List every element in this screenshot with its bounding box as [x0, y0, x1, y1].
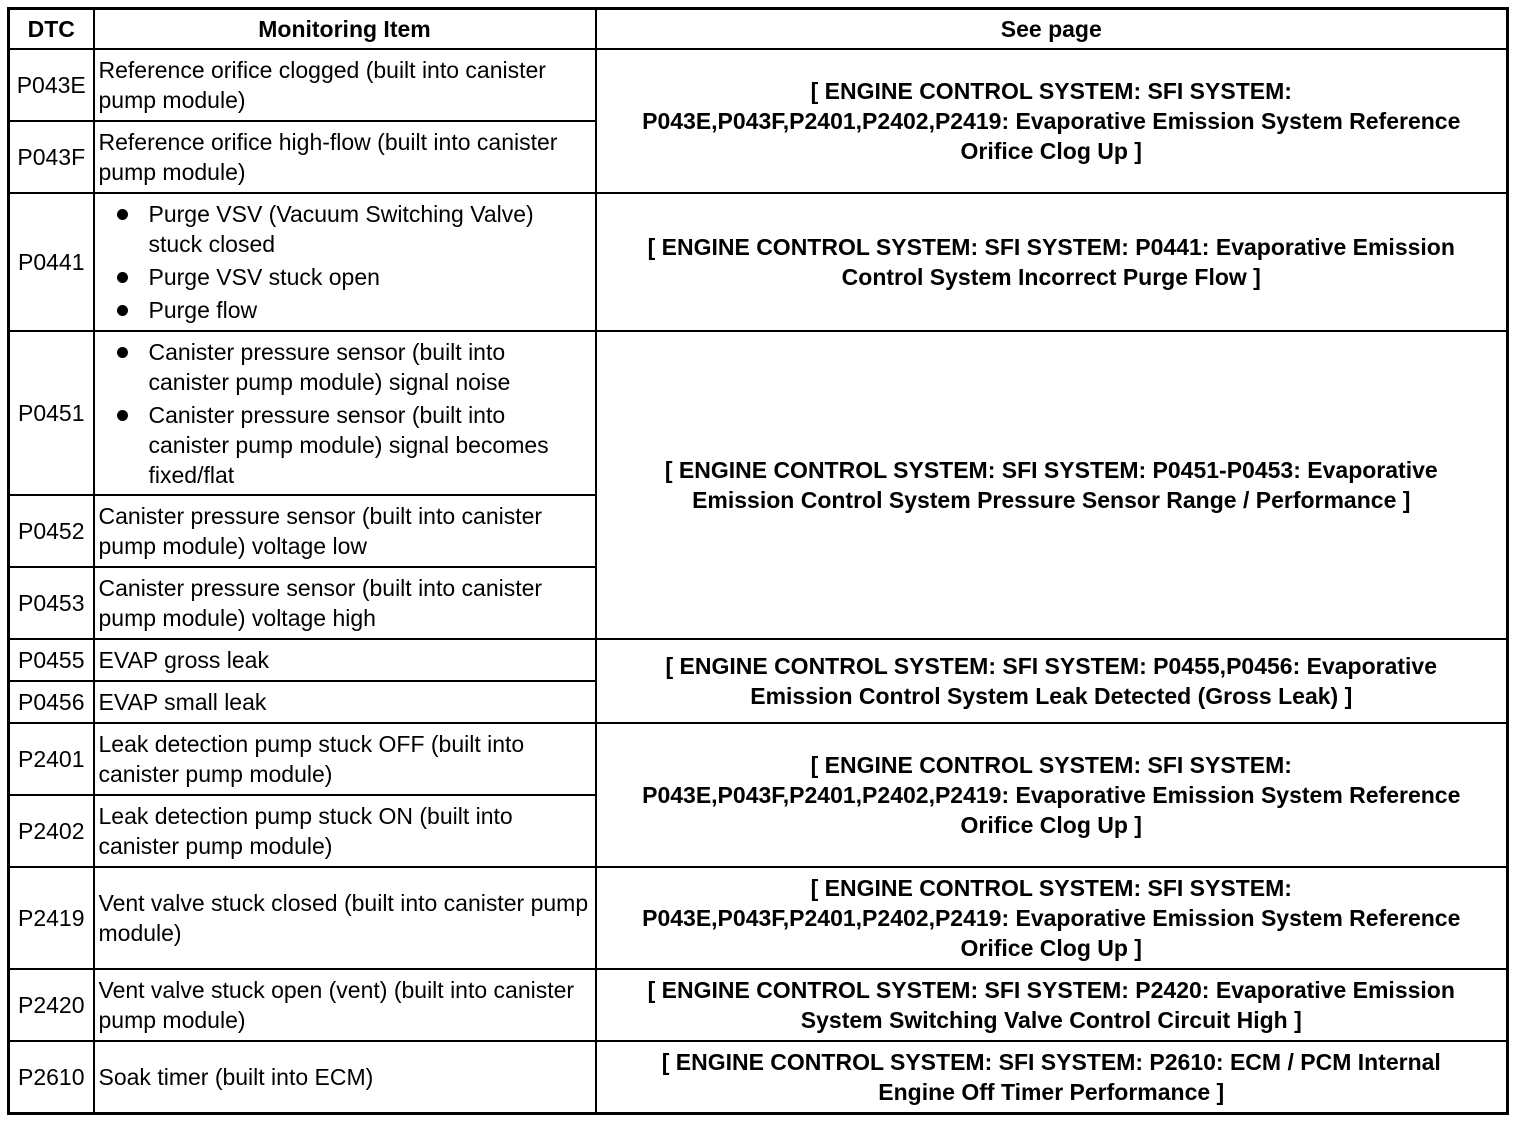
ref-line: [ ENGINE CONTROL SYSTEM: SFI SYSTEM: P0455,P0456: Evaporative	[665, 653, 1438, 679]
monitoring-item	[94, 193, 596, 331]
dtc-code: P0455	[9, 639, 94, 681]
ref-line: P043E,P043F,P2401,P2402,P2419: Evaporative Emission System Reference	[642, 905, 1461, 931]
ref-line: Control System Incorrect Purge Flow ]	[841, 264, 1261, 290]
bullet-list	[99, 337, 591, 490]
see-page-ref	[596, 867, 1508, 969]
see-page-ref	[596, 639, 1508, 723]
bullet-item: Canister pressure sensor (built into canister pump module) signal noise	[99, 337, 591, 397]
bullet-item: Purge VSV stuck open	[99, 262, 591, 292]
ref-line: P043E,P043F,P2401,P2402,P2419: Evaporative Emission System Reference	[642, 108, 1461, 134]
table-row	[9, 867, 1508, 969]
dtc-code: P043F	[9, 121, 94, 193]
monitoring-item: Vent valve stuck open (vent) (built into canister pump module)	[94, 969, 596, 1041]
table-row	[9, 193, 1508, 331]
ref-line: Orifice Clog Up ]	[960, 812, 1142, 838]
see-page-ref	[596, 969, 1508, 1041]
ref-line: [ ENGINE CONTROL SYSTEM: SFI SYSTEM: P0451-P0453: Evaporative	[664, 457, 1438, 483]
ref-line: [ ENGINE CONTROL SYSTEM: SFI SYSTEM:	[810, 78, 1292, 104]
dtc-code: P0456	[9, 681, 94, 723]
monitoring-item: Leak detection pump stuck OFF (built into canister pump module)	[94, 723, 596, 795]
bullet-item: Purge VSV (Vacuum Switching Valve) stuck closed	[99, 199, 591, 259]
monitoring-item: Reference orifice clogged (built into canister pump module)	[94, 49, 596, 121]
ref-line: Emission Control System Leak Detected (Gross Leak) ]	[750, 683, 1353, 709]
monitoring-item: Canister pressure sensor (built into canister pump module) voltage high	[94, 567, 596, 639]
bullet-item: Purge flow	[99, 295, 591, 325]
dtc-table	[7, 7, 1509, 1115]
ref-line: Orifice Clog Up ]	[960, 138, 1142, 164]
dtc-code: P0453	[9, 567, 94, 639]
monitoring-item	[94, 331, 596, 495]
dtc-code: P0441	[9, 193, 94, 331]
ref-line: [ ENGINE CONTROL SYSTEM: SFI SYSTEM: P0441: Evaporative Emission	[647, 234, 1455, 260]
table-row	[9, 639, 1508, 681]
ref-line: [ ENGINE CONTROL SYSTEM: SFI SYSTEM:	[810, 875, 1292, 901]
monitoring-item: Canister pressure sensor (built into canister pump module) voltage low	[94, 495, 596, 567]
see-page-ref	[596, 49, 1508, 193]
table-row	[9, 969, 1508, 1041]
monitoring-item: EVAP small leak	[94, 681, 596, 723]
dtc-code: P2420	[9, 969, 94, 1041]
monitoring-item: EVAP gross leak	[94, 639, 596, 681]
see-page-ref	[596, 193, 1508, 331]
ref-line: [ ENGINE CONTROL SYSTEM: SFI SYSTEM: P2420: Evaporative Emission	[647, 977, 1455, 1003]
dtc-code: P2610	[9, 1041, 94, 1113]
ref-line: [ ENGINE CONTROL SYSTEM: SFI SYSTEM: P2610: ECM / PCM Internal	[661, 1048, 1441, 1075]
table-row	[9, 723, 1508, 795]
bullet-item: Canister pressure sensor (built into canister pump module) signal becomes fixed/flat	[99, 400, 591, 490]
see-page-ref	[596, 1041, 1508, 1113]
monitoring-item: Reference orifice high-flow (built into canister pump module)	[94, 121, 596, 193]
ref-line: Emission Control System Pressure Sensor Range / Performance ]	[692, 487, 1411, 513]
table-row	[9, 1041, 1508, 1113]
table-row	[9, 49, 1508, 121]
dtc-code: P2401	[9, 723, 94, 795]
header-dtc: DTC	[9, 9, 94, 50]
dtc-code: P0451	[9, 331, 94, 495]
see-page-ref	[596, 723, 1508, 867]
ref-line: P043E,P043F,P2401,P2402,P2419: Evaporative Emission System Reference	[642, 782, 1461, 808]
dtc-code: P0452	[9, 495, 94, 567]
ref-line: [ ENGINE CONTROL SYSTEM: SFI SYSTEM:	[810, 752, 1292, 778]
dtc-code: P043E	[9, 49, 94, 121]
see-page-ref	[596, 331, 1508, 639]
header-see-page: See page	[596, 9, 1508, 50]
table-row	[9, 331, 1508, 495]
monitoring-item: Soak timer (built into ECM)	[94, 1041, 596, 1113]
dtc-code: P2402	[9, 795, 94, 867]
ref-line: Engine Off Timer Performance ]	[878, 1078, 1225, 1105]
ref-line: Orifice Clog Up ]	[960, 935, 1142, 961]
monitoring-item: Leak detection pump stuck ON (built into canister pump module)	[94, 795, 596, 867]
header-monitoring-item: Monitoring Item	[94, 9, 596, 50]
header-row	[9, 9, 1508, 50]
monitoring-item: Vent valve stuck closed (built into canister pump module)	[94, 867, 596, 969]
bullet-list	[99, 199, 591, 325]
dtc-code: P2419	[9, 867, 94, 969]
ref-line: System Switching Valve Control Circuit High ]	[800, 1007, 1302, 1033]
